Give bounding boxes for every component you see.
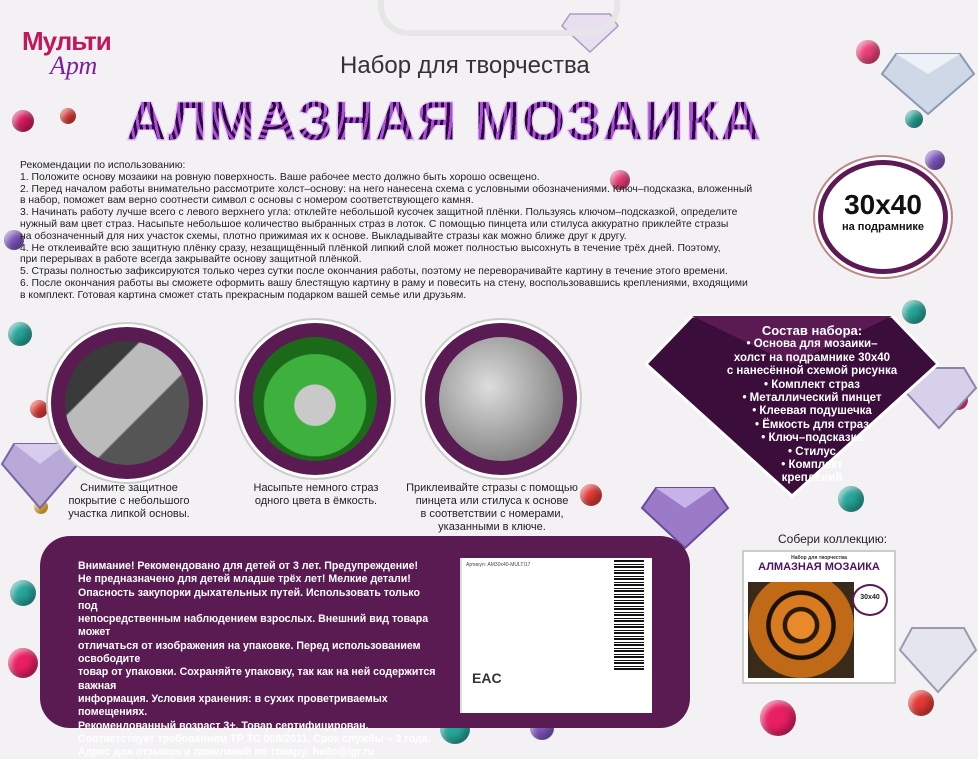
step-2-caption: Насыпьте немного страз одного цвета в ёмкость. — [253, 482, 379, 507]
warning-line: Адрес для отзывов и пожеланий по товару: hello@igr.ru — [78, 746, 375, 759]
gem-decoration — [8, 648, 38, 678]
warning-line: Соответствует требованиям ТР ТС 008/2011. Срок службы – 3 года. — [78, 732, 431, 745]
product-subtitle: Набор для творчества — [340, 52, 590, 79]
kit-item: • Ключ–подсказка — [761, 432, 863, 445]
instruction-line: на обозначенный для них участок схемы, плотно прижимая их к основе. Выкладывайте стразы как можно ближе друг к другу. — [20, 230, 627, 242]
kit-contents — [642, 310, 942, 500]
gem-decoration — [8, 322, 32, 346]
gem-decoration — [10, 580, 36, 606]
gem-decoration — [30, 400, 48, 418]
gem-decoration — [925, 150, 945, 170]
instruction-line: 1. Положите основу мозаики на ровную поверхность. Ваше рабочее место должно быть хорошо освещено. — [20, 171, 540, 183]
kit-item: • Металлический пинцет — [742, 392, 882, 405]
kit-item: • Ёмкость для страз — [754, 418, 869, 431]
instruction-line: при перерывах в работе всегда закрывайте основу защитной плёнкой. — [20, 254, 362, 266]
collection-box-subtitle: Набор для творчества — [791, 555, 847, 561]
brand-line1: Мульти — [22, 26, 111, 56]
warning-line: непосредственным наблюдением взрослых. Внешний вид товара может — [78, 613, 429, 639]
barcode — [614, 560, 644, 670]
instruction-line: 4. Не отклеивайте всю защитную плёнку сразу, незащищённый плёнкой липкий слой может полностью высохнуть в течение трёх дней. Поэтому, — [20, 242, 721, 254]
instruction-line: 2. Перед началом работы внимательно рассмотрите холст–основу: на него нанесена схема с условными обозначениями. Ключ–подсказка, вложенный — [20, 183, 753, 195]
step-1-caption: Снимите защитное покрытие с небольшого участка липкой основы. — [68, 482, 190, 520]
step-3-caption: Приклеивайте стразы с помощью пинцета или стилуса к основе в соответствии с номерами, указанными в ключе. — [406, 482, 578, 533]
step-1-image — [48, 324, 206, 482]
instruction-line: нужный вам цвет страз. Насыпьте небольшое количество выбранных страз в лоток. С помощью пинцета или стилуса аккуратно приклейте стразы — [20, 218, 729, 230]
size-badge — [818, 160, 948, 274]
brand-line2: Арт — [50, 51, 98, 80]
warning-line: Опасность закупорки дыхательных путей. Использовать только под — [78, 586, 420, 612]
kit-item: • Основа для мозаики– — [746, 338, 878, 351]
instruction-line: 3. Начинать работу лучше всего с левого верхнего угла: отклейте небольшой кусочек защитной плёнки. Пользуясь ключом–подсказкой, определите — [20, 207, 738, 219]
size-value: 30x40 — [844, 189, 922, 220]
warning-line: Внимание! Рекомендовано для детей от 3 лет. Предупреждение! — [78, 560, 419, 572]
warning-line: информация. Условия хранения: в сухих проветриваемых помещениях. — [78, 692, 388, 719]
diamond-decoration — [898, 620, 978, 694]
product-title: АЛМАЗНАЯ МОЗАИКА — [126, 88, 846, 148]
label-article: Артикул: AM30x40-MULTI17 — [466, 562, 531, 568]
kit-title: Состав набора: — [761, 323, 863, 338]
collection-box-size: 30x40 — [852, 584, 888, 616]
instruction-line: в комплект. Готовая картина сможет стать прекрасным подарком вашей семье или друзьям. — [20, 289, 467, 301]
warning-line: отличаться от изображения на упаковке. Перед использованием освободите — [78, 639, 421, 666]
collection-caption: Собери коллекцию: — [778, 532, 888, 546]
collection-box-preview — [742, 550, 896, 684]
instruction-line: 6. После окончания работы вы сможете оформить вашу блестящую картину в раму и повесить на стену, воспользовавшись креплениями, входящими — [20, 277, 748, 289]
instruction-line: в набор, поможет вам верно соотнести символ с основы с номером соответствующего камня. — [20, 195, 474, 207]
collection-box-title: АЛМАЗНАЯ МОЗАИКА — [758, 561, 880, 573]
warning-line: Рекомендованный возраст 3+. Товар сертифицирован. — [78, 719, 369, 732]
gem-decoration — [760, 700, 796, 736]
warning-line: Не предназначено для детей младше трёх лет! Мелкие детали! — [78, 573, 411, 586]
gem-decoration — [12, 110, 34, 132]
instruction-line: Рекомендации по использованию: — [20, 160, 186, 171]
kit-item: • Стилус — [788, 445, 836, 458]
kit-item: • Комплект страз — [763, 378, 860, 391]
kit-list — [712, 324, 912, 486]
box-handle — [378, 0, 620, 36]
kit-item: с нанесённой схемой рисунка — [726, 365, 898, 378]
usage-instructions — [20, 160, 800, 302]
brand-logo — [22, 26, 122, 96]
kit-item: креплений — [781, 472, 843, 485]
step-2-image — [236, 320, 394, 478]
size-caption: на подрамнике — [841, 221, 925, 233]
kit-item: • Клеевая подушечка — [752, 405, 872, 418]
product-label — [460, 558, 652, 713]
kit-item: холст на подрамнике 30х40 — [733, 351, 891, 364]
step-3-image — [422, 320, 580, 478]
diamond-decoration — [880, 46, 976, 116]
gem-decoration — [60, 108, 76, 124]
instruction-line: 5. Стразы полностью зафиксируются только через сутки после окончания работы, поэтому не переворачивайте картину в течение этого времени. — [20, 266, 728, 278]
warning-text — [60, 546, 460, 759]
tiger-image — [748, 582, 854, 678]
gem-decoration — [856, 40, 880, 64]
eac-mark: EAC — [472, 670, 502, 686]
warning-line: товар от упаковки. Сохраняйте упаковку, так как на ней содержится важная — [78, 666, 436, 692]
kit-item: • Комплект — [781, 459, 843, 472]
